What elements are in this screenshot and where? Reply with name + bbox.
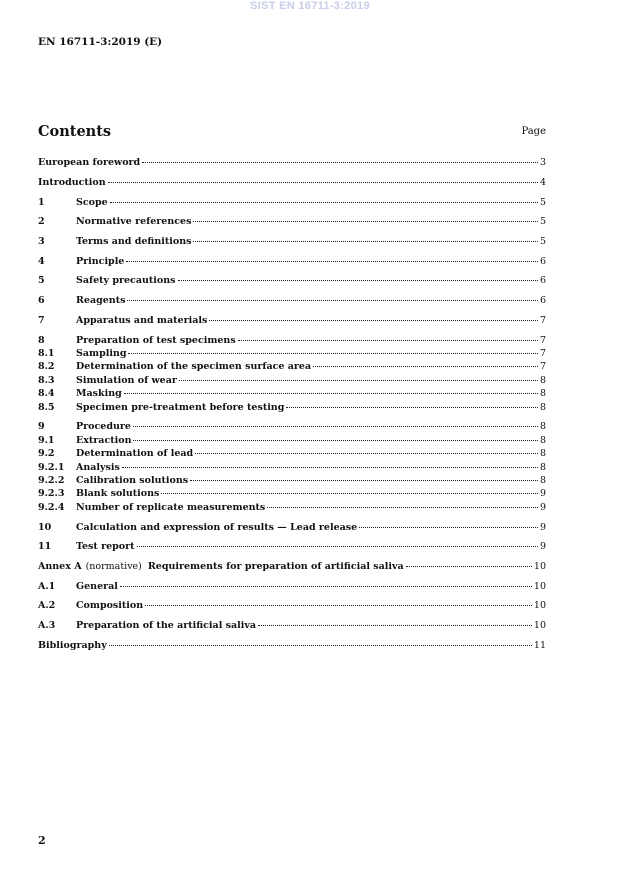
dot-leader: [359, 527, 538, 528]
toc-entry-page: 8: [539, 375, 546, 386]
toc-entry-number: 10: [38, 522, 52, 533]
toc-entry-page: 9: [539, 502, 546, 513]
toc-entry-9-1[interactable]: [38, 435, 546, 447]
toc-entry-page: 9: [539, 488, 546, 499]
footer-page-number: 2: [38, 834, 46, 847]
toc-entry-page: 9: [539, 541, 546, 552]
toc-entry-number: 11: [38, 541, 52, 552]
toc-entry-page: 5: [539, 216, 546, 227]
page-column-label: Page: [521, 126, 546, 137]
toc-entry-9-2-4[interactable]: [38, 502, 546, 514]
toc-entry-1[interactable]: [38, 197, 546, 209]
toc-entry-10[interactable]: [38, 522, 546, 534]
dot-leader: [145, 605, 532, 606]
toc-entry-number: A.1: [38, 581, 56, 592]
dot-leader: [133, 440, 537, 441]
toc-entry-page: 8: [539, 402, 546, 413]
toc-entry-page: 10: [533, 561, 546, 572]
dot-leader: [109, 645, 532, 646]
toc-entry-number: 9.2.2: [38, 475, 65, 486]
toc-entry-number: 3: [38, 236, 45, 247]
dot-leader: [126, 261, 538, 262]
dot-leader: [128, 353, 537, 354]
toc-entry-title: Bibliography: [38, 640, 107, 651]
toc-entry-page: 11: [533, 640, 546, 651]
toc-entry-9[interactable]: [38, 421, 546, 433]
toc-entry-page: 5: [539, 197, 546, 208]
toc-entry-page: 9: [539, 522, 546, 533]
toc-entry-title: Principle: [76, 256, 125, 267]
toc-entry-page: 6: [539, 295, 546, 306]
toc-entry-number: 9.2.3: [38, 488, 65, 499]
toc-entry-number: 6: [38, 295, 45, 306]
toc-entry-title: Normative references: [76, 216, 192, 227]
dot-leader: [122, 467, 538, 468]
toc-entry-page: 8: [539, 421, 546, 432]
toc-entry-page: 8: [539, 448, 546, 459]
toc-entry-title: Introduction: [38, 177, 106, 188]
toc-entry-number: 2: [38, 216, 45, 227]
dot-leader: [161, 493, 538, 494]
toc-entry-page: 8: [539, 388, 546, 399]
toc-entry-title: Preparation of the artificial saliva: [76, 620, 257, 631]
toc-entry-title: Scope: [76, 197, 108, 208]
toc-entry-number: 9.2.1: [38, 462, 65, 473]
dot-leader: [313, 366, 538, 367]
toc-entry-page: 8: [539, 435, 546, 446]
dot-leader: [195, 453, 538, 454]
contents-title: Contents: [38, 123, 112, 140]
dot-leader: [124, 393, 538, 394]
toc-entry-introduction[interactable]: [38, 177, 546, 189]
toc-entry-title: Extraction: [76, 435, 132, 446]
toc-entry-number: 9: [38, 421, 45, 432]
toc-entry-number: 5: [38, 275, 45, 286]
toc-entry-page: 3: [539, 157, 546, 168]
toc-entry-title: European foreword: [38, 157, 141, 168]
toc-entry-title: Specimen pre-treatment before testing: [76, 402, 285, 413]
toc-entry-title: Number of replicate measurements: [76, 502, 266, 513]
toc-entry-title: Sampling: [76, 348, 127, 359]
toc-entry-title: Test report: [76, 541, 135, 552]
dot-leader: [127, 300, 538, 301]
watermark: SIST EN 16711-3:2019: [250, 0, 370, 12]
toc-entry-title: Determination of lead: [76, 448, 194, 459]
dot-leader: [286, 407, 538, 408]
dot-leader: [178, 280, 538, 281]
toc-entry-page: 8: [539, 475, 546, 486]
toc-entry-7[interactable]: [38, 315, 546, 327]
dot-leader: [142, 162, 538, 163]
toc-entry-number: 4: [38, 256, 45, 267]
toc-entry-title: Terms and definitions: [76, 236, 192, 247]
annex-type: (normative): [85, 561, 142, 572]
toc-entry-number: 9.2.4: [38, 502, 65, 513]
toc-entry-title: Composition: [76, 600, 144, 611]
toc-entry-a-1[interactable]: [38, 581, 546, 593]
toc-entry-title: Calibration solutions: [76, 475, 189, 486]
toc-entry-page: 7: [539, 315, 546, 326]
toc-entry-2[interactable]: [38, 216, 546, 228]
dot-leader: [238, 340, 538, 341]
toc-entry-title: Procedure: [76, 421, 131, 432]
toc-entry-6[interactable]: [38, 295, 546, 307]
toc-entry-a-2[interactable]: [38, 600, 546, 612]
toc-entry-title: Masking: [76, 388, 122, 399]
dot-leader: [133, 426, 538, 427]
toc-entry-8-2[interactable]: [38, 361, 546, 373]
dot-leader: [190, 480, 538, 481]
toc-entry-number: 8.4: [38, 388, 55, 399]
toc-entry-title: Requirements for preparation of artificial saliva: [147, 561, 404, 572]
toc-entry-page: 10: [533, 581, 546, 592]
dot-leader: [258, 625, 532, 626]
toc-entry-8-5[interactable]: [38, 402, 546, 414]
document-id: EN 16711-3:2019 (E): [38, 36, 163, 48]
toc-entry-title: Simulation of wear: [76, 375, 177, 386]
toc-entry-number: 8.3: [38, 375, 55, 386]
toc-entry-bibliography[interactable]: [38, 640, 546, 652]
toc-entry-8[interactable]: [38, 335, 546, 347]
toc-entry-3[interactable]: [38, 236, 546, 248]
toc-entry-title: General: [76, 581, 118, 592]
toc-entry-title: Blank solutions: [76, 488, 160, 499]
toc-entry-title: Calculation and expression of results — Lead release: [76, 522, 358, 533]
dot-leader: [209, 320, 538, 321]
dot-leader: [120, 586, 532, 587]
toc-entry-foreword[interactable]: [38, 157, 546, 169]
dot-leader: [267, 507, 538, 508]
toc-entry-4[interactable]: [38, 256, 546, 268]
toc-entry-8-4[interactable]: [38, 388, 546, 400]
toc-entry-number: 9.2: [38, 448, 55, 459]
toc-entry-page: 6: [539, 275, 546, 286]
toc-entry-number: 8: [38, 335, 45, 346]
dot-leader: [108, 182, 538, 183]
toc-entry-page: 6: [539, 256, 546, 267]
toc-entry-page: 5: [539, 236, 546, 247]
toc-entry-number: A.3: [38, 620, 56, 631]
dot-leader: [406, 566, 532, 567]
toc-entry-page: 7: [539, 335, 546, 346]
dot-leader: [179, 380, 538, 381]
toc-entry-number: 1: [38, 197, 45, 208]
toc-entry-page: 10: [533, 600, 546, 611]
toc-entry-title: Safety precautions: [76, 275, 176, 286]
toc-entry-title: Determination of the specimen surface area: [76, 361, 312, 372]
toc-entry-page: 7: [539, 361, 546, 372]
toc-entry-8-3[interactable]: [38, 375, 546, 387]
toc-entry-number: 9.1: [38, 435, 55, 446]
toc-entry-a-3[interactable]: [38, 620, 546, 632]
toc-entry-9-2-1[interactable]: [38, 462, 546, 474]
toc-entry-annex-a[interactable]: [38, 561, 546, 573]
toc-entry-number: 8.1: [38, 348, 55, 359]
toc-entry-9-2-2[interactable]: [38, 475, 546, 487]
dot-leader: [193, 241, 538, 242]
toc-entry-number: A.2: [38, 600, 56, 611]
toc-entry-page: 10: [533, 620, 546, 631]
dot-leader: [193, 221, 538, 222]
toc-entry-page: 7: [539, 348, 546, 359]
dot-leader: [137, 546, 538, 547]
dot-leader: [110, 202, 538, 203]
toc-entry-11[interactable]: [38, 541, 546, 553]
toc-entry-title: Apparatus and materials: [76, 315, 208, 326]
toc-entry-9-2[interactable]: [38, 448, 546, 460]
toc-entry-number: 8.2: [38, 361, 55, 372]
annex-prefix: Annex A: [38, 561, 82, 572]
toc-entry-title: Reagents: [76, 295, 126, 306]
toc-entry-9-2-3[interactable]: [38, 488, 546, 500]
toc-entry-5[interactable]: [38, 275, 546, 287]
toc-entry-page: 8: [539, 462, 546, 473]
toc-entry-title: Analysis: [76, 462, 120, 473]
toc-entry-number: 7: [38, 315, 45, 326]
toc-entry-title: Preparation of test specimens: [76, 335, 236, 346]
toc-entry-8-1[interactable]: [38, 348, 546, 360]
toc-entry-page: 4: [539, 177, 546, 188]
toc-entry-number: 8.5: [38, 402, 55, 413]
